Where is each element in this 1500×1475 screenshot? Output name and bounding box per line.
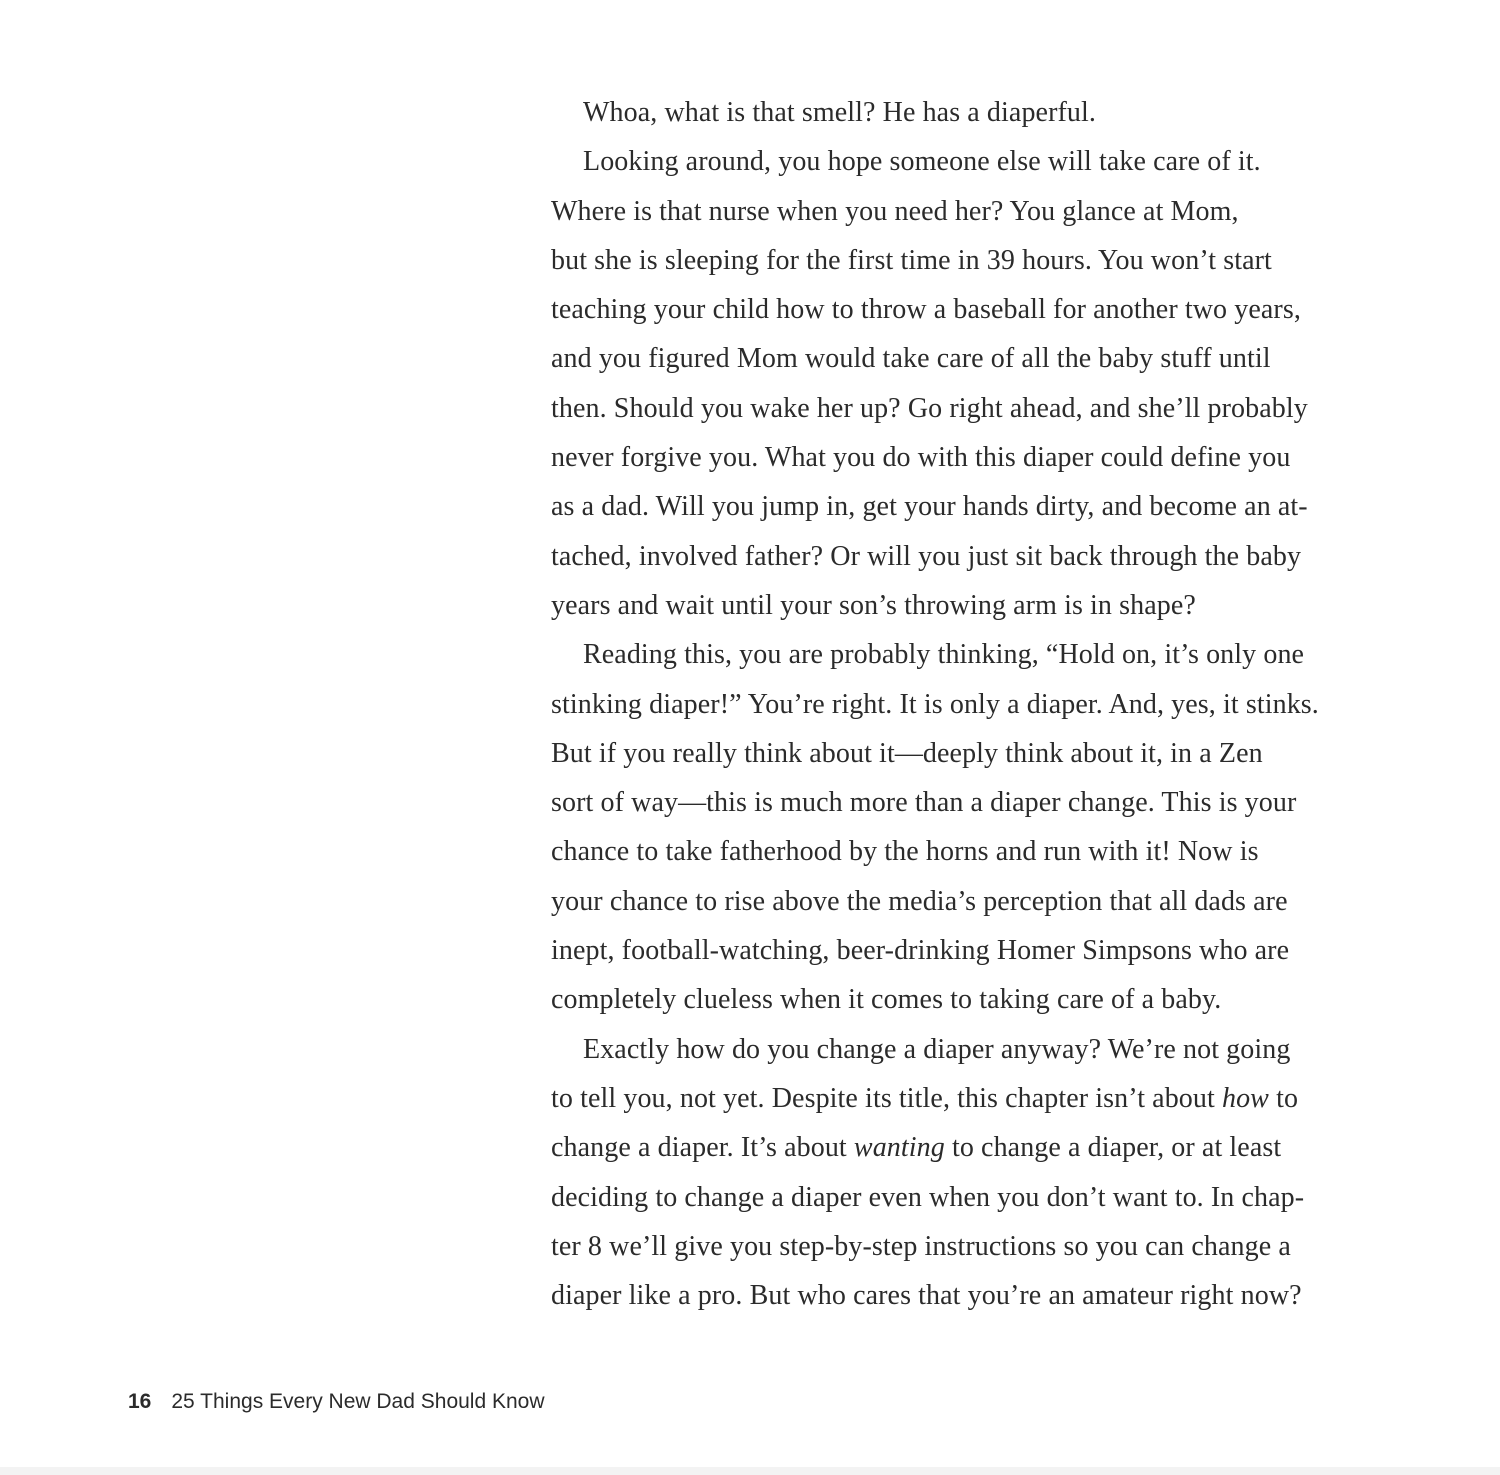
paragraph-2-line: Where is that nurse when you need her? You glance at Mom,	[551, 195, 1239, 227]
paragraph-2-line: teaching your child how to throw a baseball for another two years,	[551, 294, 1301, 326]
paragraph-2-line: years and wait until your son’s throwing arm is in shape?	[551, 589, 1196, 621]
paragraph-4-line: to tell you, not yet. Despite its title, this chapter isn’t about how to	[551, 1082, 1299, 1114]
paragraph-3-line: sort of way—this is much more than a diaper change. This is your	[551, 787, 1297, 819]
paragraph-3-line: chance to take fatherhood by the horns and run with it! Now is	[551, 836, 1259, 868]
paragraph-2-line: then. Should you wake her up? Go right ahead, and she’ll probably	[551, 392, 1308, 424]
paragraph-3-line: But if you really think about it—deeply think about it, in a Zen	[551, 737, 1263, 769]
body-text	[551, 88, 1393, 1320]
paragraph-4-line: diaper like a pro. But who cares that you’re an amateur right now?	[551, 1280, 1302, 1312]
paragraph-1-line: Whoa, what is that smell? He has a diaperful.	[583, 97, 1096, 128]
paragraph-4-line: deciding to change a diaper even when you don’t want to. In chap-	[551, 1181, 1305, 1213]
paragraph-4-line: Exactly how do you change a diaper anyway? We’re not going	[583, 1033, 1291, 1065]
paragraph-4-line: ter 8 we’ll give you step-by-step instructions so you can change a	[551, 1230, 1291, 1262]
page-number: 16	[128, 1390, 152, 1413]
paragraph-3-line: your chance to rise above the media’s perception that all dads are	[551, 885, 1288, 917]
paragraph-2-line: and you figured Mom would take care of all the baby stuff until	[551, 343, 1271, 375]
page-footer	[128, 1390, 545, 1414]
paragraph-2-line: Looking around, you hope someone else will take care of it.	[583, 146, 1261, 178]
paragraph-3-line: inept, football-watching, beer-drinking Homer Simpsons who are	[551, 935, 1290, 967]
paragraph-2-line: never forgive you. What you do with this diaper could define you	[551, 442, 1291, 474]
paragraph-3-line: Reading this, you are probably thinking, “Hold on, it’s only one	[583, 639, 1305, 671]
running-title: 25 Things Every New Dad Should Know	[171, 1390, 545, 1413]
paragraph-4-line: change a diaper. It’s about wanting to change a diaper, or at least	[551, 1132, 1282, 1164]
page-bottom-edge	[0, 1467, 1500, 1475]
paragraph-3-line: completely clueless when it comes to taking care of a baby.	[551, 984, 1222, 1016]
paragraph-2-line: tached, involved father? Or will you just sit back through the baby	[551, 540, 1302, 572]
paragraph-2-line: but she is sleeping for the first time in 39 hours. You won’t start	[551, 244, 1272, 276]
paragraph-2-line: as a dad. Will you jump in, get your hands dirty, and become an at-	[551, 491, 1308, 523]
italic-word: wanting	[853, 1132, 945, 1164]
italic-word: how	[1221, 1082, 1269, 1114]
paragraph-3-line: stinking diaper!” You’re right. It is only a diaper. And, yes, it stinks.	[551, 688, 1319, 720]
